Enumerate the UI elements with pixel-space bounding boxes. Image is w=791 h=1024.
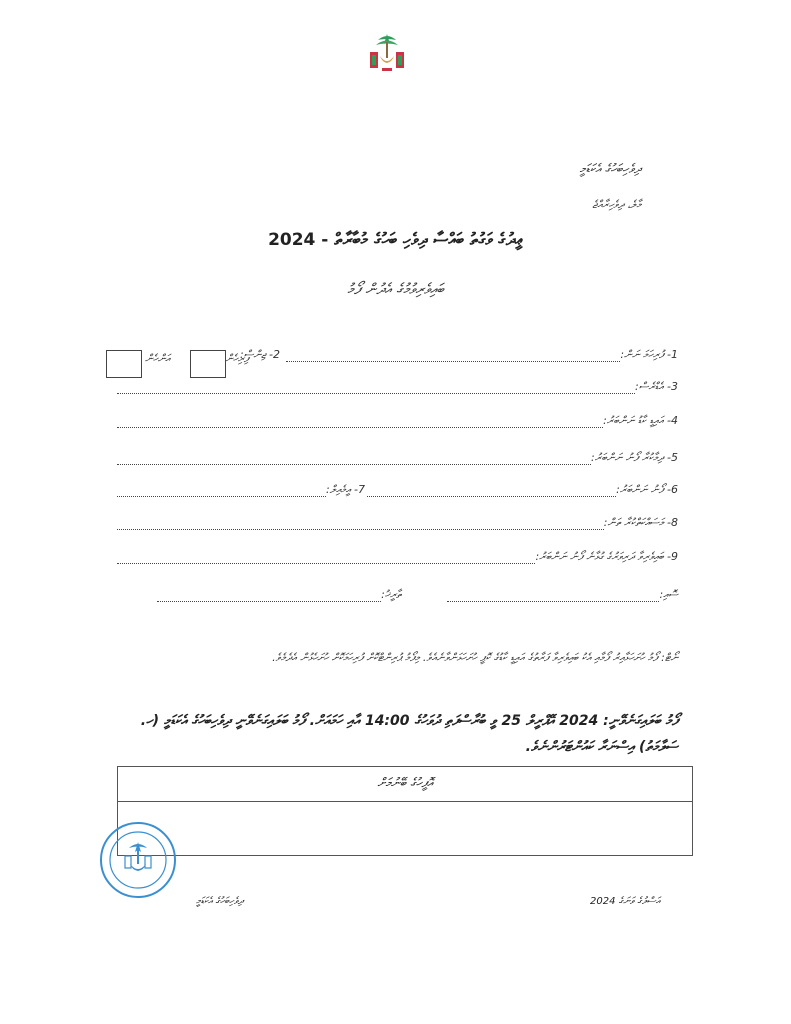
contact-phone-label: 5- ދިމާކުރާ ފޯނު ނަންބަރު: [591,451,678,464]
workplace-field[interactable] [115,516,678,530]
page-title: ޢީދުގެ ވަގުތު ބައްސާ ދިވެހި ބަހުގެ މުބާރާތް - 2024 [268,230,523,250]
institution-location: މާލެ، ދިވެހިރާއްޖެ [592,198,641,211]
male-checkbox[interactable] [190,350,226,378]
contact-phone-field[interactable] [115,451,678,465]
submission-deadline: ފޯމު ބަލައިގަނެވޭނީ: 2024 އޭޕްރީލް 25 ވީ ބުރާސްފަތި ދުވަހުގެ 14:00 އާއި ހަމައަށް. ފޯމު ބަލައިގަނެވޭނީ ދިވެހިބަހުގެ އެކަޑަމީ (ހ. ސަލާމަތު) އިސްނަރާ ކައުންޓަރުންނެވެ. [140,713,678,755]
contact-phone-line[interactable] [117,454,591,465]
guardian-phone-field[interactable] [115,550,678,564]
date-line[interactable] [157,591,381,602]
official-stamp-icon [98,820,178,900]
gender-label: 2- ޖިންސް: [240,348,281,361]
full-name-label: 1- ފުރިހަމަ ނަން: [620,348,678,361]
female-checkbox[interactable] [106,350,142,378]
date-field[interactable] [155,588,401,602]
workplace-line[interactable] [117,519,604,530]
guardian-phone-label: 9- ބައިވެރިވާ ދަރިވަރުގެ ގުޅާނެ ފޯނު ނަންބަރު: [535,550,678,563]
form-note: ނޯޓް: ފޯމު ހުށަހަޅާއިރު ފޯމާއި އެކު ބައިވެރިވާ ފަރާތުގެ އައިޑީ ކާޑުގެ ކޮޕީ ހުށަހަޅަންވާނެއެވެ. މިފޯމު ޕުރިންޓްކޮށް ފުރިހަމަކޮށް ހުށަހެޅުން އެދެމެވެ. [272,651,678,664]
full-name-field[interactable] [240,348,678,362]
id-card-label: 4- އައިޑީ ކާޑު ނަންބަރު: [603,414,678,427]
office-use-heading: އޮފީހުގެ ބޭނުމަށް [118,767,692,802]
footer-institution: ދިވެހިބަހުގެ އެކަޑަމީ [196,896,244,907]
address-line[interactable] [117,383,635,394]
office-use-area[interactable] [118,802,692,854]
institution-name: ދިވެހިބަހުގެ އެކަޑަމީ [579,162,641,177]
date-label: ތާރީޚު: [381,588,401,601]
phone-line[interactable] [367,486,616,497]
email-label: 7- އީމެއިލް: [325,483,365,496]
female-label: އަންހެން [145,352,170,365]
signature-line[interactable] [447,591,659,602]
office-use-box [117,766,693,856]
id-card-line[interactable] [117,417,603,428]
form-subtitle: ބައިވެރިވުމުގެ އެދުން ފޯމު [347,280,444,298]
signature-label: ސޮއި: [659,588,678,601]
address-label: 3- އެޑްރެސް: [635,380,678,393]
address-field[interactable] [115,380,678,394]
email-line[interactable] [117,486,326,497]
full-name-line[interactable] [286,351,620,362]
guardian-phone-line[interactable] [117,553,535,564]
signature-field[interactable] [445,588,678,602]
state-emblem-icon [364,30,410,76]
workplace-label: 8- މަސައްކަތްކުރާ ތަން: [603,516,678,529]
email-field[interactable] [115,483,365,497]
id-card-field[interactable] [115,414,678,428]
male-label: ފިރިހެން [225,352,249,365]
footer-publication: އަސްލުގެ ވަނަގެ 2024 [590,896,661,907]
phone-field[interactable] [365,483,678,497]
phone-label: 6- ފޯނު ނަންބަރު: [616,483,678,496]
